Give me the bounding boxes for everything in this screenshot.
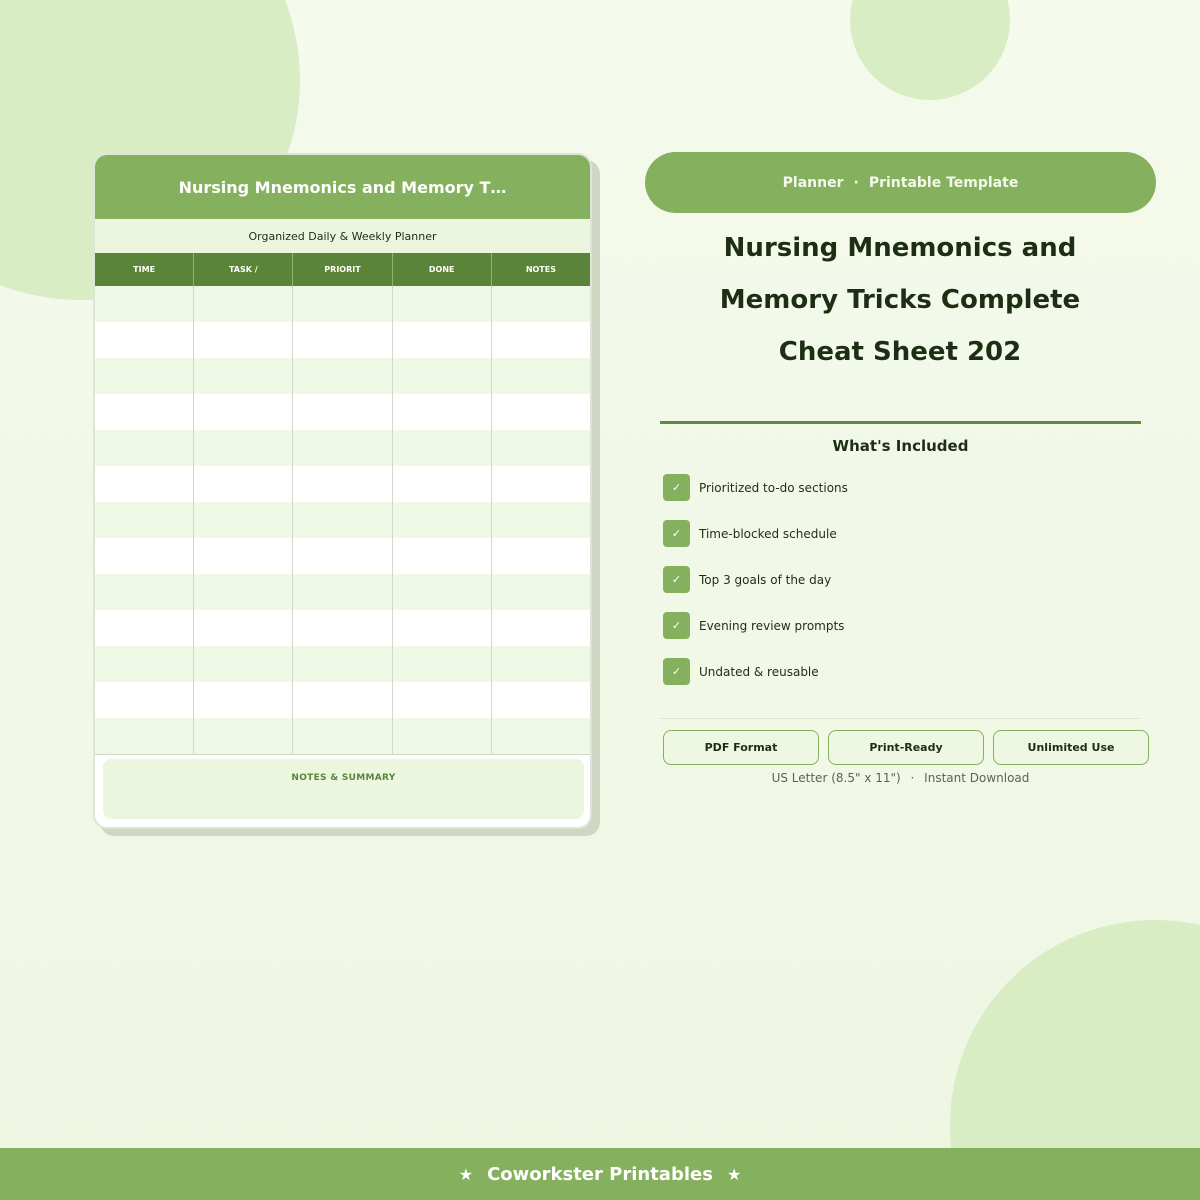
feature-label: Top 3 goals of the day bbox=[699, 572, 832, 587]
planner-column-headers bbox=[95, 253, 590, 286]
thin-divider bbox=[660, 718, 1141, 719]
check-icon: ✓ bbox=[663, 474, 690, 501]
specs-separator: · bbox=[910, 771, 915, 785]
column-header-priority: PRIORIT bbox=[293, 253, 392, 286]
feature-item bbox=[663, 658, 848, 685]
feature-badges bbox=[663, 730, 1149, 765]
delivery-label: Instant Download bbox=[924, 771, 1030, 785]
brand-name: Coworkster Printables bbox=[487, 1163, 713, 1185]
check-icon: ✓ bbox=[663, 520, 690, 547]
star-icon: ★ bbox=[726, 1164, 742, 1184]
feature-label: Prioritized to-do sections bbox=[699, 480, 848, 495]
planner-preview-card bbox=[93, 153, 592, 829]
planner-row bbox=[95, 394, 590, 430]
planner-row bbox=[95, 538, 590, 574]
product-title bbox=[680, 222, 1120, 378]
planner-row bbox=[95, 358, 590, 394]
check-icon: ✓ bbox=[663, 612, 690, 639]
product-specs bbox=[660, 771, 1141, 785]
section-divider bbox=[660, 421, 1141, 424]
planner-grid-bottom-border bbox=[95, 754, 590, 755]
footer-brand-bar bbox=[0, 1148, 1200, 1200]
notes-summary-label: NOTES & SUMMARY bbox=[291, 773, 396, 783]
feature-item bbox=[663, 520, 848, 547]
column-header-task: TASK / bbox=[194, 253, 293, 286]
preview-subtitle: Organized Daily & Weekly Planner bbox=[95, 219, 590, 253]
column-header-done: DONE bbox=[393, 253, 492, 286]
preview-header-title: Nursing Mnemonics and Memory T… bbox=[178, 177, 507, 197]
check-icon: ✓ bbox=[663, 566, 690, 593]
planner-row bbox=[95, 610, 590, 646]
feature-list bbox=[663, 474, 848, 704]
paper-size-label: US Letter (8.5" x 11") bbox=[771, 771, 901, 785]
preview-header bbox=[95, 155, 590, 219]
planner-row bbox=[95, 574, 590, 610]
product-title-line: Cheat Sheet 202 bbox=[778, 337, 1022, 367]
feature-item bbox=[663, 566, 848, 593]
planner-row bbox=[95, 322, 590, 358]
decorative-circle-top-right bbox=[850, 0, 1010, 100]
planner-row bbox=[95, 430, 590, 466]
feature-label: Evening review prompts bbox=[699, 618, 845, 633]
notes-summary-box bbox=[103, 759, 584, 819]
planner-grid bbox=[95, 286, 590, 754]
planner-row bbox=[95, 286, 590, 322]
planner-row bbox=[95, 466, 590, 502]
feature-item bbox=[663, 474, 848, 501]
badge-print-ready: Print-Ready bbox=[828, 730, 984, 765]
pill-separator: · bbox=[853, 174, 859, 191]
feature-label: Time-blocked schedule bbox=[699, 526, 837, 541]
planner-row bbox=[95, 718, 590, 754]
feature-label: Undated & reusable bbox=[699, 664, 819, 679]
planner-row bbox=[95, 646, 590, 682]
column-header-notes: NOTES bbox=[525, 265, 556, 274]
product-title-line: Memory Tricks Complete bbox=[719, 285, 1081, 315]
column-header-time: TIME bbox=[95, 253, 194, 286]
badge-pdf-format: PDF Format bbox=[663, 730, 819, 765]
planner-row bbox=[95, 682, 590, 718]
category-pill bbox=[645, 152, 1156, 213]
check-icon: ✓ bbox=[663, 658, 690, 685]
star-icon: ★ bbox=[458, 1164, 474, 1184]
whats-included-heading: What's Included bbox=[832, 437, 969, 455]
template-type-label: Printable Template bbox=[868, 174, 1019, 191]
product-title-line: Nursing Mnemonics and bbox=[723, 233, 1077, 263]
badge-unlimited-use: Unlimited Use bbox=[993, 730, 1149, 765]
feature-item bbox=[663, 612, 848, 639]
planner-row bbox=[95, 502, 590, 538]
category-label: Planner bbox=[782, 174, 844, 191]
